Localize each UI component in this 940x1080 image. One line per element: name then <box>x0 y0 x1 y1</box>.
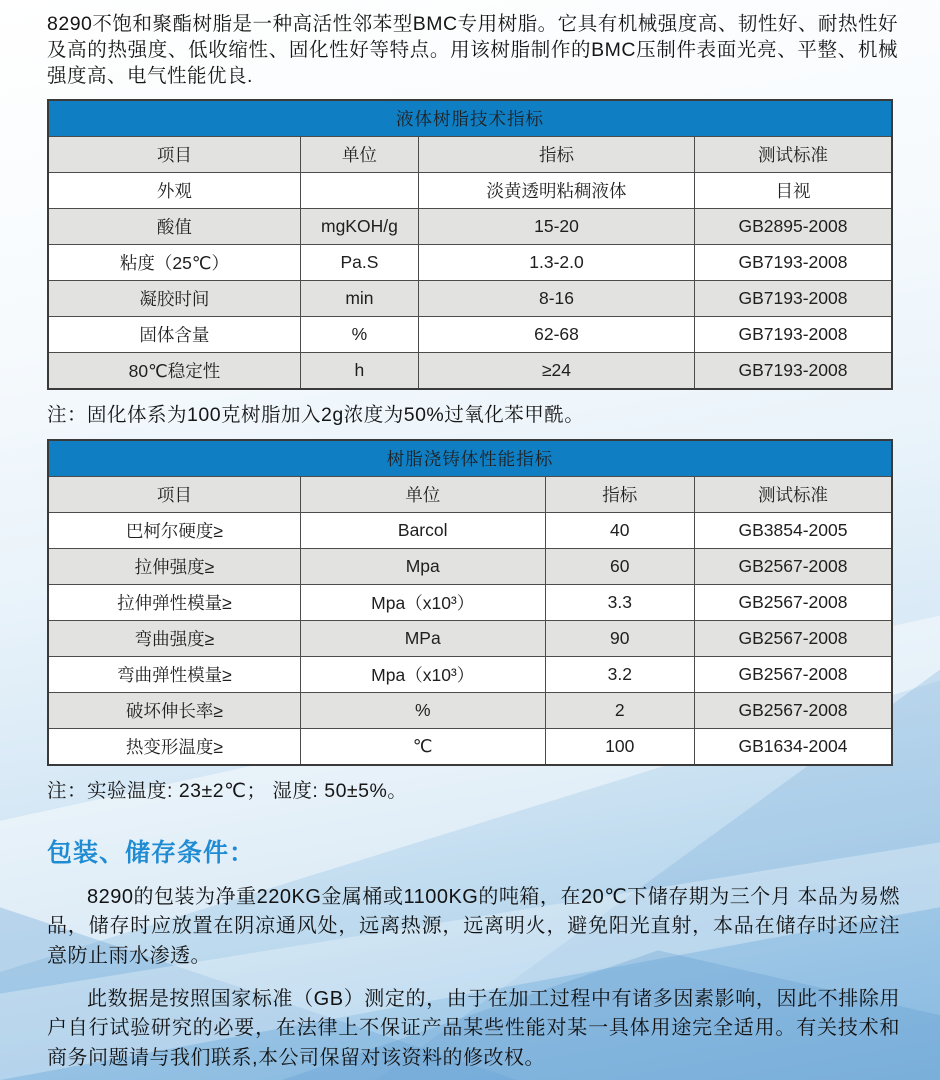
product-intro-paragraph: 8290不饱和聚酯树脂是一种高活性邻苯型BMC专用树脂。它具有机械强度高、韧性好、耐热性好及高的热强度、低收缩性、固化性好等特点。用该树脂制作的BMC压制件表面光亮、平整、机械强度高、电气性能优良. <box>47 13 898 87</box>
table-cell: 淡黄透明粘稠液体 <box>419 172 695 208</box>
table-cell: 拉伸强度≥ <box>48 548 300 584</box>
table-title: 树脂浇铸体性能指标 <box>48 440 892 477</box>
table-cell: 2 <box>545 692 694 728</box>
table-row <box>48 548 892 584</box>
table-cell: ℃ <box>300 728 545 765</box>
table-row <box>48 584 892 620</box>
table-title-row <box>48 440 892 477</box>
packaging-storage-heading: 包装、储存条件： <box>47 838 256 867</box>
table-cell: 8-16 <box>419 280 695 316</box>
table-cell: 酸值 <box>48 208 300 244</box>
table-cell: GB7193-2008 <box>694 316 892 352</box>
table-row <box>48 512 892 548</box>
column-header: 项目 <box>48 136 300 172</box>
table-cell: 拉伸弹性模量≥ <box>48 584 300 620</box>
table-cell: 40 <box>545 512 694 548</box>
table-row <box>48 692 892 728</box>
table-cell: ≥24 <box>419 352 695 389</box>
table-header-row <box>48 476 892 512</box>
casting-performance-spec-table <box>47 439 893 766</box>
table-cell: % <box>300 316 418 352</box>
table-cell: 100 <box>545 728 694 765</box>
table-title: 液体树脂技术指标 <box>48 100 892 137</box>
casting-performance-spec-table-body <box>48 440 892 765</box>
table-cell: 弯曲强度≥ <box>48 620 300 656</box>
table1-footnote: 注：固化体系为100克树脂加入2g浓度为50%过氧化苯甲酰。 <box>47 403 585 426</box>
column-header: 测试标准 <box>694 136 892 172</box>
table-cell: GB2567-2008 <box>694 548 892 584</box>
table-cell: Barcol <box>300 512 545 548</box>
table-cell: 1.3-2.0 <box>419 244 695 280</box>
table-title-row <box>48 100 892 137</box>
table-cell: GB3854-2005 <box>694 512 892 548</box>
table-cell: 3.2 <box>545 656 694 692</box>
table-cell: % <box>300 692 545 728</box>
column-header: 指标 <box>545 476 694 512</box>
table-cell: GB1634-2004 <box>694 728 892 765</box>
table-cell: 粘度（25℃） <box>48 244 300 280</box>
table-cell: Mpa（x10³） <box>300 584 545 620</box>
table-row <box>48 172 892 208</box>
table-cell: 固体含量 <box>48 316 300 352</box>
table-cell: Pa.S <box>300 244 418 280</box>
table-cell: GB7193-2008 <box>694 352 892 389</box>
table-cell: GB2567-2008 <box>694 692 892 728</box>
table-cell: GB7193-2008 <box>694 244 892 280</box>
table-row <box>48 728 892 765</box>
table-cell: 破坏伸长率≥ <box>48 692 300 728</box>
table-cell: 热变形温度≥ <box>48 728 300 765</box>
liquid-resin-spec-table-body <box>48 100 892 389</box>
table-row <box>48 280 892 316</box>
table-cell: MPa <box>300 620 545 656</box>
table-cell <box>300 172 418 208</box>
table-cell: 目视 <box>694 172 892 208</box>
table-cell: 62-68 <box>419 316 695 352</box>
table-cell: 巴柯尔硬度≥ <box>48 512 300 548</box>
table-row <box>48 352 892 389</box>
table-header-row <box>48 136 892 172</box>
table-cell: GB2567-2008 <box>694 656 892 692</box>
column-header: 单位 <box>300 136 418 172</box>
table-cell: 15-20 <box>419 208 695 244</box>
table-cell: GB2567-2008 <box>694 620 892 656</box>
table-cell: 凝胶时间 <box>48 280 300 316</box>
table-cell: GB2895-2008 <box>694 208 892 244</box>
table-row <box>48 656 892 692</box>
table-cell: 3.3 <box>545 584 694 620</box>
column-header: 单位 <box>300 476 545 512</box>
table-cell: h <box>300 352 418 389</box>
packaging-storage-paragraph: 8290的包装为净重220KG金属桶或1100KG的吨箱，在20℃下储存期为三个月 本品为易燃品，储存时应放置在阴凉通风处，远离热源，远离明火，避免阳光直射，本品在储存时还应注意防止雨水渗透。 <box>47 885 900 967</box>
column-header: 项目 <box>48 476 300 512</box>
table-cell: GB7193-2008 <box>694 280 892 316</box>
table-row <box>48 316 892 352</box>
table-cell: Mpa <box>300 548 545 584</box>
column-header: 指标 <box>419 136 695 172</box>
liquid-resin-spec-table <box>47 99 893 390</box>
table-cell: 80℃稳定性 <box>48 352 300 389</box>
table-row <box>48 244 892 280</box>
table-cell: Mpa（x10³） <box>300 656 545 692</box>
column-header: 测试标准 <box>694 476 892 512</box>
table-cell: 60 <box>545 548 694 584</box>
table-cell: 90 <box>545 620 694 656</box>
table-row <box>48 620 892 656</box>
table2-footnote: 注：实验温度: 23±2℃； 湿度: 50±5%。 <box>47 779 408 802</box>
table-cell: GB2567-2008 <box>694 584 892 620</box>
table-cell: mgKOH/g <box>300 208 418 244</box>
table-cell: 弯曲弹性模量≥ <box>48 656 300 692</box>
disclaimer-paragraph: 此数据是按照国家标准（GB）测定的，由于在加工过程中有诸多因素影响，因此不排除用户自行试验研究的必要，在法律上不保证产品某些性能对某一具体用途完全适用。有关技术和商务问题请与我们联系,本公司保留对该资料的修改权。 <box>47 987 900 1069</box>
table-cell: 外观 <box>48 172 300 208</box>
table-row <box>48 208 892 244</box>
table-cell: min <box>300 280 418 316</box>
